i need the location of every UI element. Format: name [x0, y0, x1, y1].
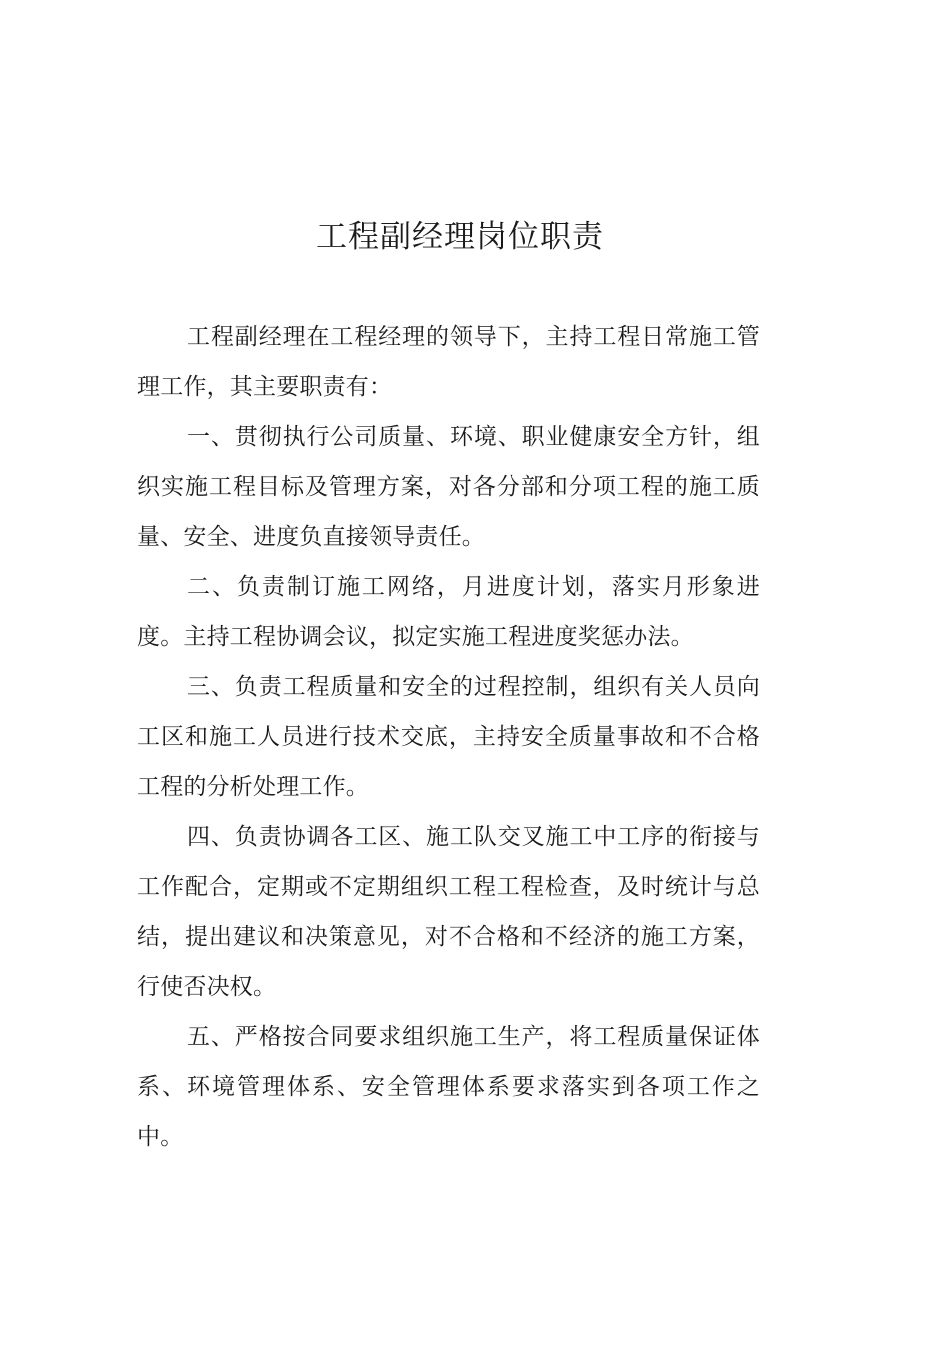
duty-paragraph-4: 四、负责协调各工区、施工队交叉施工中工序的衔接与工作配合，定期或不定期组织工程工程检查，及时统计与总结，提出建议和决策意见，对不合格和不经济的施工方案，行使否决权。 — [137, 824, 760, 1000]
duty-paragraph-2: 二、负责制订施工网络，月进度计划，落实月形象进度。主持工程协调会议，拟定实施工程进度奖惩办法。 — [137, 574, 760, 650]
duty-paragraph-5: 五、严格按合同要求组织施工生产，将工程质量保证体系、环境管理体系、安全管理体系要求落实到各项工作之中。 — [137, 1024, 760, 1150]
duty-paragraph-3: 三、负责工程质量和安全的过程控制，组织有关人员向工区和施工人员进行技术交底，主持安全质量事故和不合格工程的分析处理工作。 — [137, 674, 760, 800]
document-title: 工程副经理岗位职责 — [316, 219, 604, 255]
document-body — [137, 312, 760, 1162]
intro-paragraph: 工程副经理在工程经理的领导下，主持工程日常施工管理工作，其主要职责有： — [137, 324, 760, 400]
duty-paragraph-1: 一、贯彻执行公司质量、环境、职业健康安全方针，组织实施工程目标及管理方案，对各分部和分项工程的施工质量、安全、进度负直接领导责任。 — [137, 424, 760, 550]
